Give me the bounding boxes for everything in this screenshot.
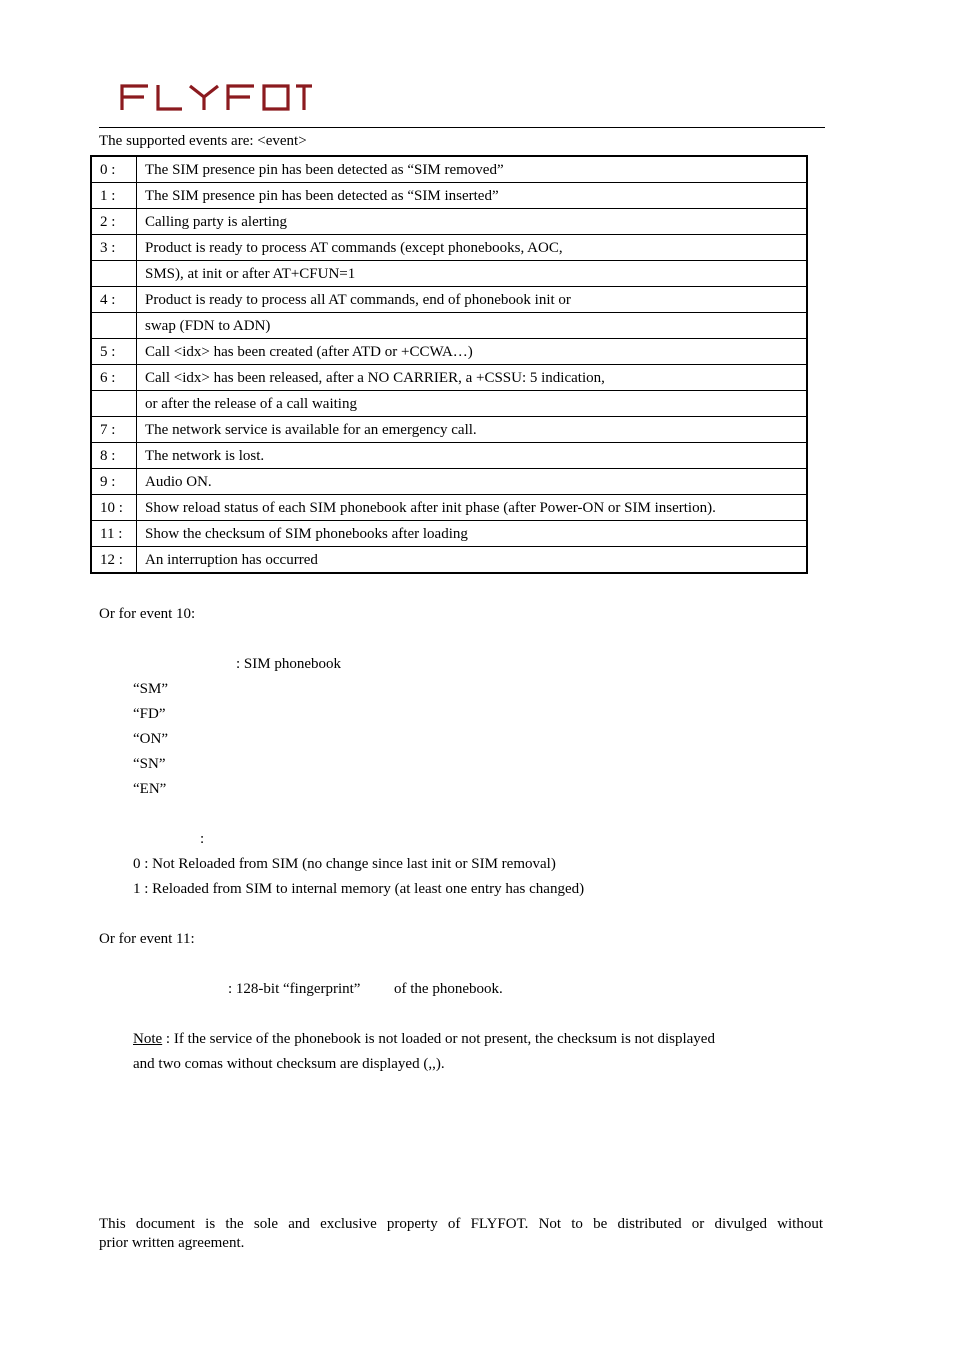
status-item: 1 : Reloaded from SIM to internal memory (at least one entry has changed) [133, 881, 585, 897]
event-row [91, 391, 807, 417]
event-number: 8 : [91, 443, 137, 469]
note-label: Note [133, 1031, 163, 1047]
event-row [91, 183, 807, 209]
note-text: : If the service of the phonebook is not loaded or not present, the checksum is not displayed [162, 1031, 715, 1047]
event-number: 6 : [91, 365, 137, 391]
event-row [91, 521, 807, 547]
event-number: 11 : [91, 521, 137, 547]
events-table [90, 155, 808, 574]
event-description: The SIM presence pin has been detected as “SIM removed” [137, 156, 808, 183]
event-description: or after the release of a call waiting [137, 391, 808, 417]
status-item: 0 : Not Reloaded from SIM (no change since last init or SIM removal) [133, 856, 556, 872]
event-number: 10 : [91, 495, 137, 521]
event-row [91, 287, 807, 313]
phonebook-item: “SM” [133, 681, 168, 697]
event-description: Calling party is alerting [137, 209, 808, 235]
phonebook-item: “FD” [133, 706, 166, 722]
event-row [91, 313, 807, 339]
event-number: 12 : [91, 547, 137, 574]
event-number [91, 261, 137, 287]
event-description: Product is ready to process AT commands (except phonebooks, AOC, [137, 235, 808, 261]
phonebook-item: “ON” [133, 731, 168, 747]
event-number: 1 : [91, 183, 137, 209]
footer-line-2: prior written agreement. [99, 1235, 245, 1251]
event-description: The network is lost. [137, 443, 808, 469]
event-number: 2 : [91, 209, 137, 235]
event-description: Call <idx> has been created (after ATD or +CCWA…) [137, 339, 808, 365]
checksum-label: : 128-bit “fingerprint” [228, 981, 361, 997]
event-description: Show reload status of each SIM phonebook after init phase (after Power-ON or SIM insertion). [137, 495, 808, 521]
event-description: SMS), at init or after AT+CFUN=1 [137, 261, 808, 287]
event-row [91, 417, 807, 443]
note-line-1 [133, 1030, 715, 1048]
event-number: 0 : [91, 156, 137, 183]
phonebook-label: : SIM phonebook [236, 656, 341, 672]
event-row [91, 261, 807, 287]
event-row [91, 156, 807, 183]
event-description: Product is ready to process all AT commands, end of phonebook init or [137, 287, 808, 313]
note-line-2: and two comas without checksum are displayed (,,). [133, 1056, 445, 1072]
event-row [91, 469, 807, 495]
intro-text: The supported events are: <event> [99, 133, 307, 149]
event11-heading: Or for event 11: [99, 931, 195, 947]
event-row [91, 443, 807, 469]
event-row [91, 547, 807, 574]
event-number: 7 : [91, 417, 137, 443]
status-label: : [200, 831, 205, 847]
event-number: 5 : [91, 339, 137, 365]
event-description: Call <idx> has been released, after a NO CARRIER, a +CSSU: 5 indication, [137, 365, 808, 391]
event-number: 4 : [91, 287, 137, 313]
event-description: swap (FDN to ADN) [137, 313, 808, 339]
phonebook-item: “SN” [133, 756, 166, 772]
event-row [91, 209, 807, 235]
event-row [91, 365, 807, 391]
event10-heading: Or for event 10: [99, 606, 196, 622]
flyfot-logo [120, 82, 312, 112]
header-rule [99, 127, 825, 128]
event-row [91, 339, 807, 365]
footer-line-1: This document is the sole and exclusive property of FLYFOT. Not to be distributed or divulged without [99, 1216, 823, 1232]
event-number [91, 391, 137, 417]
event-description: Audio ON. [137, 469, 808, 495]
event-description: An interruption has occurred [137, 547, 808, 574]
event-number: 3 : [91, 235, 137, 261]
event-description: The network service is available for an emergency call. [137, 417, 808, 443]
event-number [91, 313, 137, 339]
event-number: 9 : [91, 469, 137, 495]
event-description: Show the checksum of SIM phonebooks after loading [137, 521, 808, 547]
phonebook-item: “EN” [133, 781, 167, 797]
event-row [91, 235, 807, 261]
checksum-label-suffix: of the phonebook. [394, 981, 503, 997]
event-row [91, 495, 807, 521]
event-description: The SIM presence pin has been detected as “SIM inserted” [137, 183, 808, 209]
